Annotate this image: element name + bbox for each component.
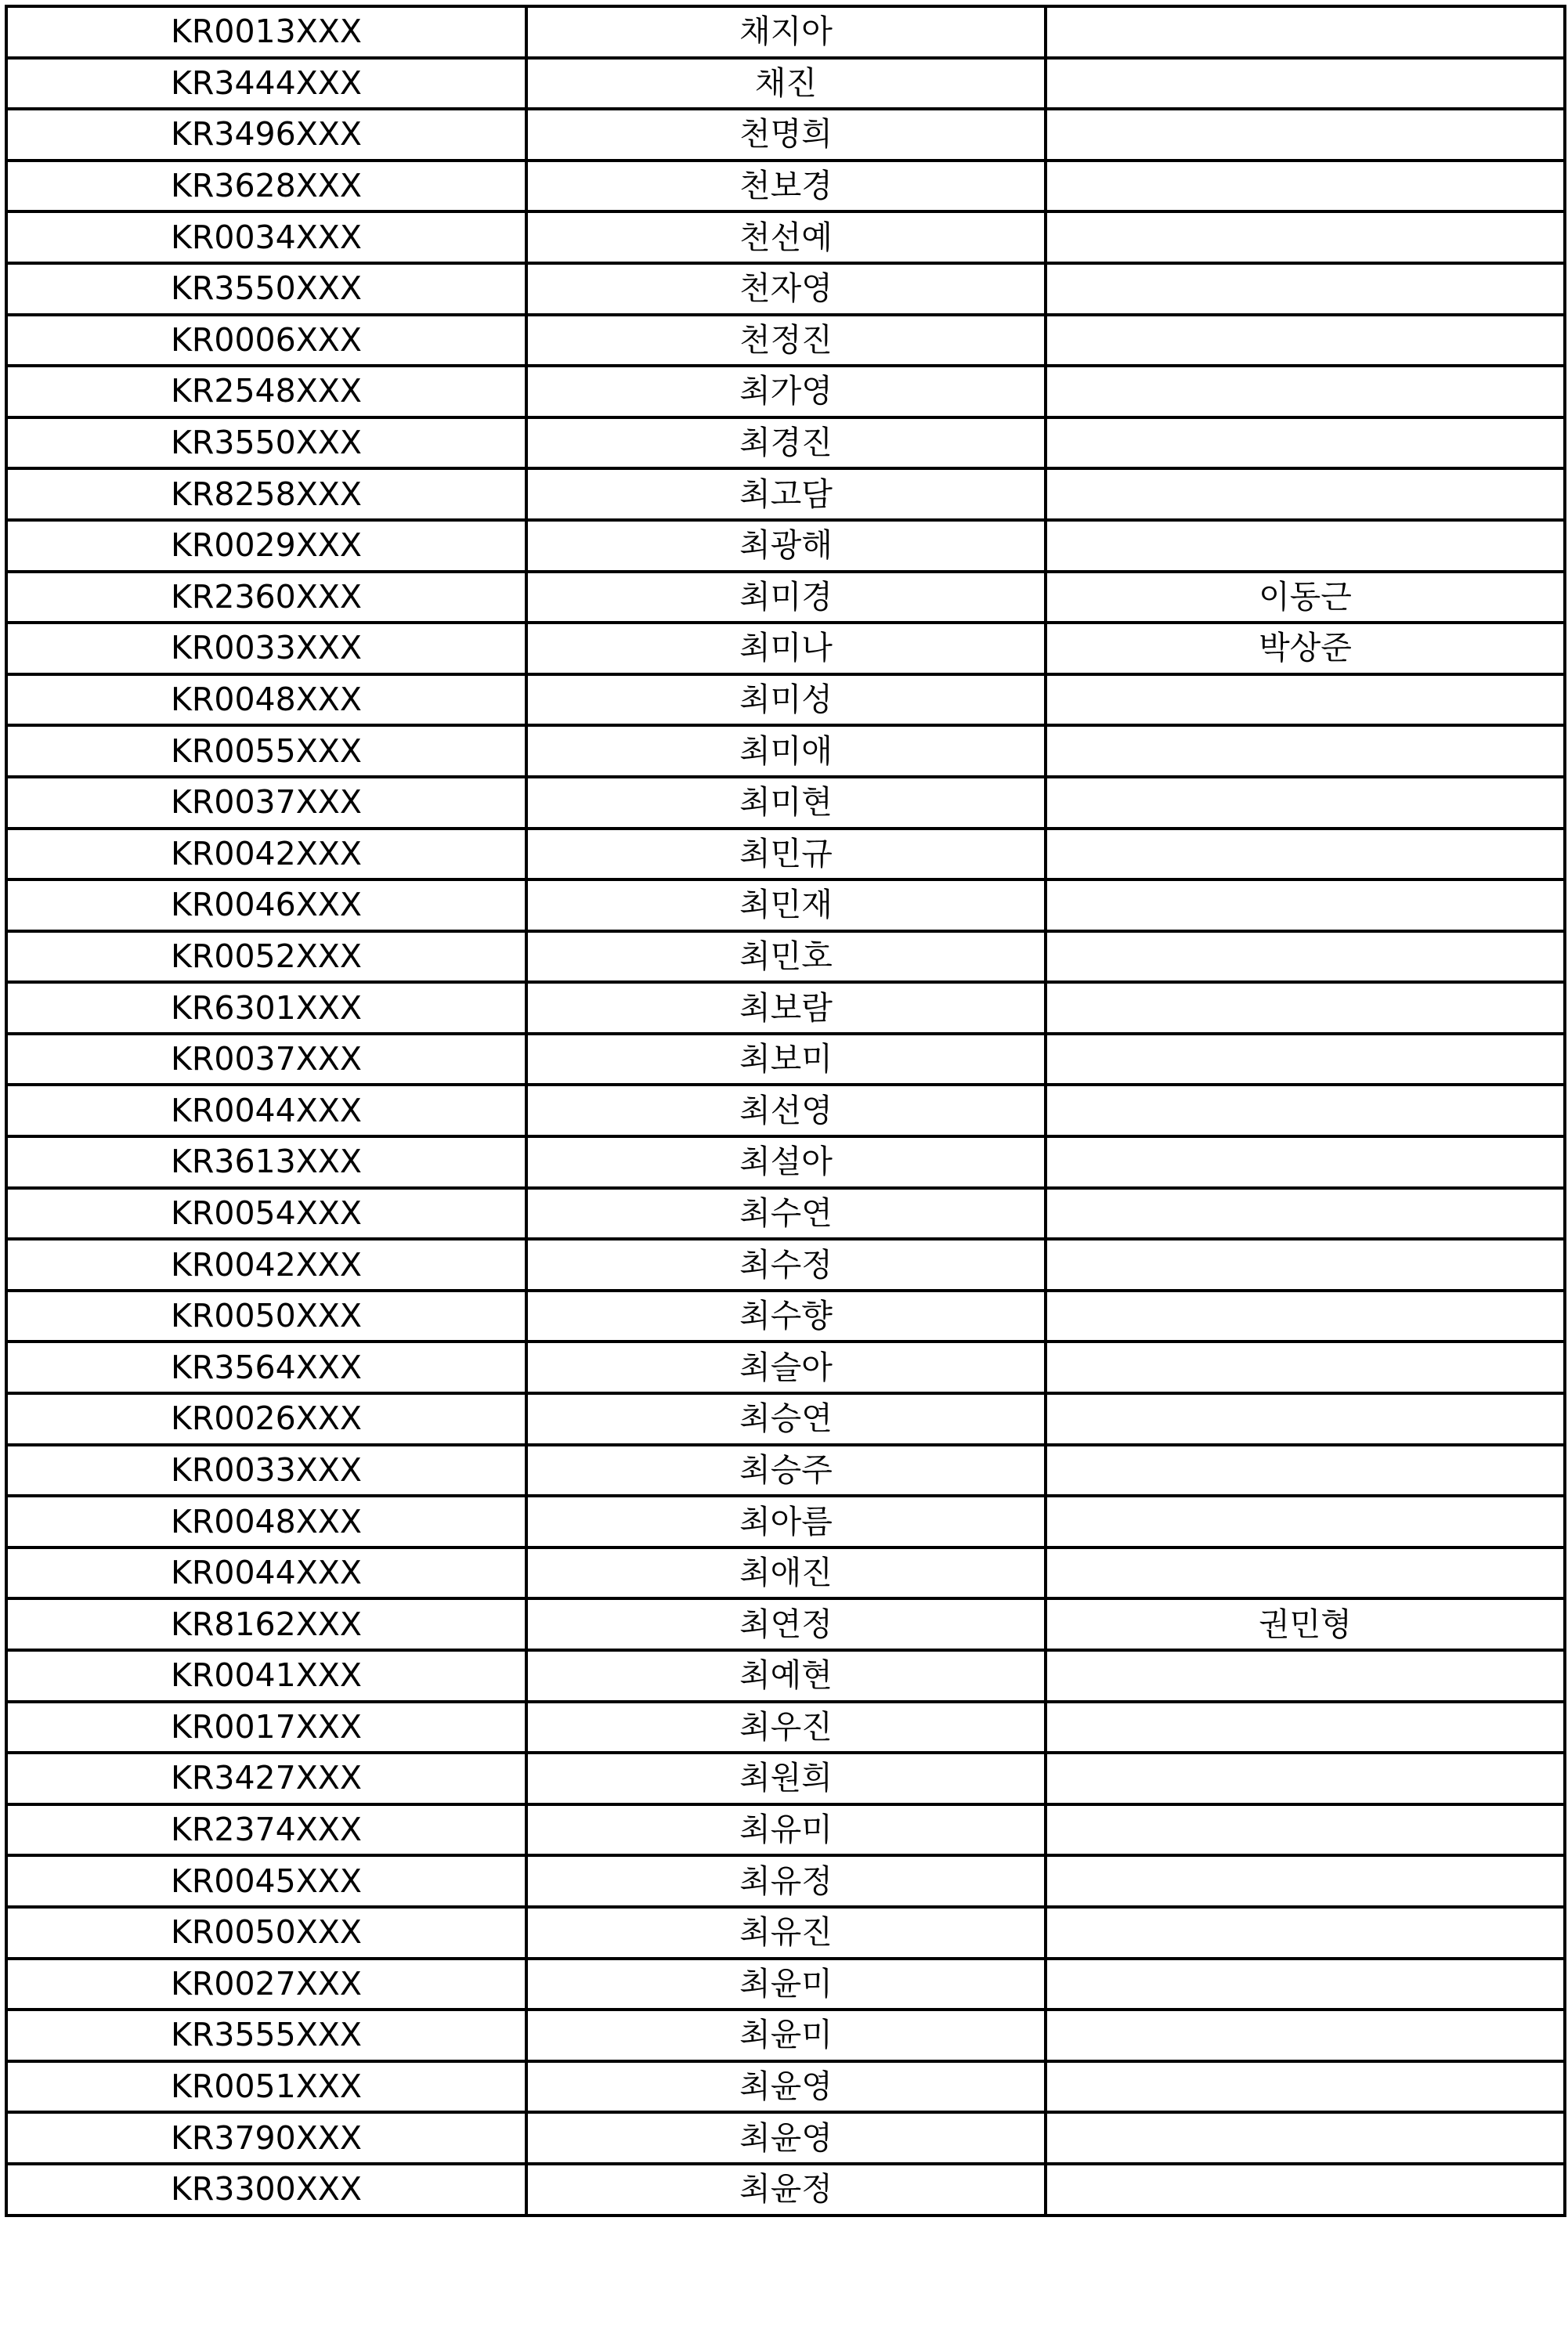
name-cell: 최윤미: [526, 2010, 1046, 2061]
id-cell: KR6301XXX: [6, 982, 526, 1034]
name-cell: 최원희: [526, 1753, 1046, 1804]
id-cell: KR3496XXX: [6, 109, 526, 161]
name-cell: 최미나: [526, 623, 1046, 674]
note-cell: [1046, 58, 1565, 110]
name-cell: 최미경: [526, 572, 1046, 623]
note-cell: 권민형: [1046, 1598, 1565, 1650]
name-cell: 최연정: [526, 1598, 1046, 1650]
table-row: [6, 674, 1565, 726]
id-cell: KR0013XXX: [6, 6, 526, 58]
id-cell: KR0046XXX: [6, 879, 526, 931]
table-row: [6, 2112, 1565, 2164]
table-row: [6, 211, 1565, 263]
name-cell: 최경진: [526, 417, 1046, 469]
name-cell: 최민재: [526, 879, 1046, 931]
name-cell: 최미현: [526, 777, 1046, 829]
name-cell: 최슬아: [526, 1342, 1046, 1393]
note-cell: [1046, 2010, 1565, 2061]
note-cell: [1046, 1291, 1565, 1342]
note-cell: [1046, 1085, 1565, 1136]
note-cell: [1046, 777, 1565, 829]
name-cell: 최윤미: [526, 1959, 1046, 2010]
table-row: [6, 1496, 1565, 1547]
id-cell: KR8162XXX: [6, 1598, 526, 1650]
table-row: [6, 468, 1565, 520]
id-cell: KR0006XXX: [6, 315, 526, 367]
name-cell: 최고담: [526, 468, 1046, 520]
id-cell: KR3628XXX: [6, 161, 526, 212]
id-cell: KR0050XXX: [6, 1291, 526, 1342]
id-cell: KR0045XXX: [6, 1855, 526, 1907]
name-cell: 최승연: [526, 1393, 1046, 1445]
id-cell: KR0048XXX: [6, 674, 526, 726]
name-cell: 채지아: [526, 6, 1046, 58]
name-cell: 최유진: [526, 1907, 1046, 1959]
note-cell: [1046, 2164, 1565, 2216]
id-cell: KR0037XXX: [6, 1034, 526, 1085]
id-cell: KR0044XXX: [6, 1085, 526, 1136]
id-cell: KR3550XXX: [6, 417, 526, 469]
id-cell: KR3427XXX: [6, 1753, 526, 1804]
note-cell: [1046, 1188, 1565, 1240]
table-row: [6, 572, 1565, 623]
table-row: [6, 879, 1565, 931]
table-row: [6, 1547, 1565, 1599]
note-cell: [1046, 1547, 1565, 1599]
name-cell: 천자영: [526, 263, 1046, 315]
table-row: [6, 520, 1565, 572]
id-cell: KR0044XXX: [6, 1547, 526, 1599]
id-cell: KR0052XXX: [6, 931, 526, 983]
name-cell: 최윤영: [526, 2061, 1046, 2113]
name-cell: 최승주: [526, 1445, 1046, 1497]
name-cell: 최수연: [526, 1188, 1046, 1240]
id-cell: KR0017XXX: [6, 1702, 526, 1753]
table-row: [6, 2061, 1565, 2113]
id-cell: KR0048XXX: [6, 1496, 526, 1547]
table-row: [6, 623, 1565, 674]
id-cell: KR0051XXX: [6, 2061, 526, 2113]
table-row: [6, 1034, 1565, 1085]
name-cell: 최민규: [526, 829, 1046, 880]
id-cell: KR0029XXX: [6, 520, 526, 572]
table-row: [6, 777, 1565, 829]
note-cell: [1046, 1136, 1565, 1188]
note-cell: [1046, 1393, 1565, 1445]
note-cell: [1046, 366, 1565, 417]
table-row: [6, 1136, 1565, 1188]
note-cell: [1046, 931, 1565, 983]
table-row: [6, 58, 1565, 110]
id-cell: KR0055XXX: [6, 725, 526, 777]
table-row: [6, 1342, 1565, 1393]
id-cell: KR0033XXX: [6, 623, 526, 674]
note-cell: [1046, 315, 1565, 367]
table-row: [6, 1239, 1565, 1291]
id-cell: KR3550XXX: [6, 263, 526, 315]
note-cell: [1046, 263, 1565, 315]
note-cell: [1046, 1753, 1565, 1804]
table-row: [6, 1804, 1565, 1856]
note-cell: [1046, 982, 1565, 1034]
note-cell: [1046, 1342, 1565, 1393]
table-row: [6, 1855, 1565, 1907]
note-cell: 박상준: [1046, 623, 1565, 674]
note-cell: [1046, 1959, 1565, 2010]
note-cell: [1046, 829, 1565, 880]
id-cell: KR0026XXX: [6, 1393, 526, 1445]
id-cell: KR0042XXX: [6, 829, 526, 880]
note-cell: [1046, 1855, 1565, 1907]
note-cell: [1046, 109, 1565, 161]
id-cell: KR3444XXX: [6, 58, 526, 110]
id-cell: KR2548XXX: [6, 366, 526, 417]
id-cell: KR0033XXX: [6, 1445, 526, 1497]
id-cell: KR2360XXX: [6, 572, 526, 623]
note-cell: 이동근: [1046, 572, 1565, 623]
name-cell: 최보람: [526, 982, 1046, 1034]
note-cell: [1046, 468, 1565, 520]
note-cell: [1046, 520, 1565, 572]
table-row: [6, 2010, 1565, 2061]
note-cell: [1046, 1650, 1565, 1702]
table-row: [6, 1753, 1565, 1804]
id-cell: KR3555XXX: [6, 2010, 526, 2061]
name-cell: 최유정: [526, 1855, 1046, 1907]
name-cell: 최설아: [526, 1136, 1046, 1188]
table-row: [6, 1959, 1565, 2010]
note-cell: [1046, 1445, 1565, 1497]
note-cell: [1046, 1907, 1565, 1959]
id-cell: KR3300XXX: [6, 2164, 526, 2216]
name-cell: 채진: [526, 58, 1046, 110]
name-cell: 최우진: [526, 1702, 1046, 1753]
id-cell: KR3613XXX: [6, 1136, 526, 1188]
name-cell: 최민호: [526, 931, 1046, 983]
table-row: [6, 6, 1565, 58]
id-cell: KR0042XXX: [6, 1239, 526, 1291]
table-row: [6, 366, 1565, 417]
table-row: [6, 1445, 1565, 1497]
note-cell: [1046, 2061, 1565, 2113]
table-row: [6, 417, 1565, 469]
id-cell: KR0050XXX: [6, 1907, 526, 1959]
name-cell: 최수향: [526, 1291, 1046, 1342]
name-cell: 최애진: [526, 1547, 1046, 1599]
table-row: [6, 1291, 1565, 1342]
name-cell: 천정진: [526, 315, 1046, 367]
note-cell: [1046, 161, 1565, 212]
name-cell: 최가영: [526, 366, 1046, 417]
id-cell: KR0037XXX: [6, 777, 526, 829]
table-row: [6, 829, 1565, 880]
table-row: [6, 931, 1565, 983]
table-row: [6, 725, 1565, 777]
table-row: [6, 1598, 1565, 1650]
name-cell: 천보경: [526, 161, 1046, 212]
note-cell: [1046, 1496, 1565, 1547]
name-cell: 최보미: [526, 1034, 1046, 1085]
registry-table: [5, 5, 1566, 2217]
name-cell: 최미성: [526, 674, 1046, 726]
note-cell: [1046, 879, 1565, 931]
name-cell: 최아름: [526, 1496, 1046, 1547]
note-cell: [1046, 725, 1565, 777]
name-cell: 최윤정: [526, 2164, 1046, 2216]
table-row: [6, 2164, 1565, 2216]
table-row: [6, 161, 1565, 212]
name-cell: 최미애: [526, 725, 1046, 777]
name-cell: 최유미: [526, 1804, 1046, 1856]
name-cell: 최선영: [526, 1085, 1046, 1136]
note-cell: [1046, 1804, 1565, 1856]
name-cell: 최예현: [526, 1650, 1046, 1702]
note-cell: [1046, 1034, 1565, 1085]
note-cell: [1046, 1239, 1565, 1291]
table-row: [6, 1907, 1565, 1959]
table-row: [6, 1085, 1565, 1136]
note-cell: [1046, 211, 1565, 263]
note-cell: [1046, 417, 1565, 469]
name-cell: 최윤영: [526, 2112, 1046, 2164]
name-cell: 천선예: [526, 211, 1046, 263]
name-cell: 천명희: [526, 109, 1046, 161]
id-cell: KR3564XXX: [6, 1342, 526, 1393]
table-row: [6, 1188, 1565, 1240]
table-row: [6, 1393, 1565, 1445]
note-cell: [1046, 1702, 1565, 1753]
id-cell: KR8258XXX: [6, 468, 526, 520]
table-row: [6, 1650, 1565, 1702]
name-cell: 최수정: [526, 1239, 1046, 1291]
id-cell: KR0027XXX: [6, 1959, 526, 2010]
id-cell: KR0054XXX: [6, 1188, 526, 1240]
id-cell: KR0041XXX: [6, 1650, 526, 1702]
id-cell: KR3790XXX: [6, 2112, 526, 2164]
table-row: [6, 263, 1565, 315]
note-cell: [1046, 674, 1565, 726]
name-cell: 최광해: [526, 520, 1046, 572]
table-row: [6, 982, 1565, 1034]
id-cell: KR0034XXX: [6, 211, 526, 263]
table-row: [6, 109, 1565, 161]
table-row: [6, 1702, 1565, 1753]
table-row: [6, 315, 1565, 367]
id-cell: KR2374XXX: [6, 1804, 526, 1856]
note-cell: [1046, 6, 1565, 58]
note-cell: [1046, 2112, 1565, 2164]
registry-table-body: [6, 6, 1565, 2216]
